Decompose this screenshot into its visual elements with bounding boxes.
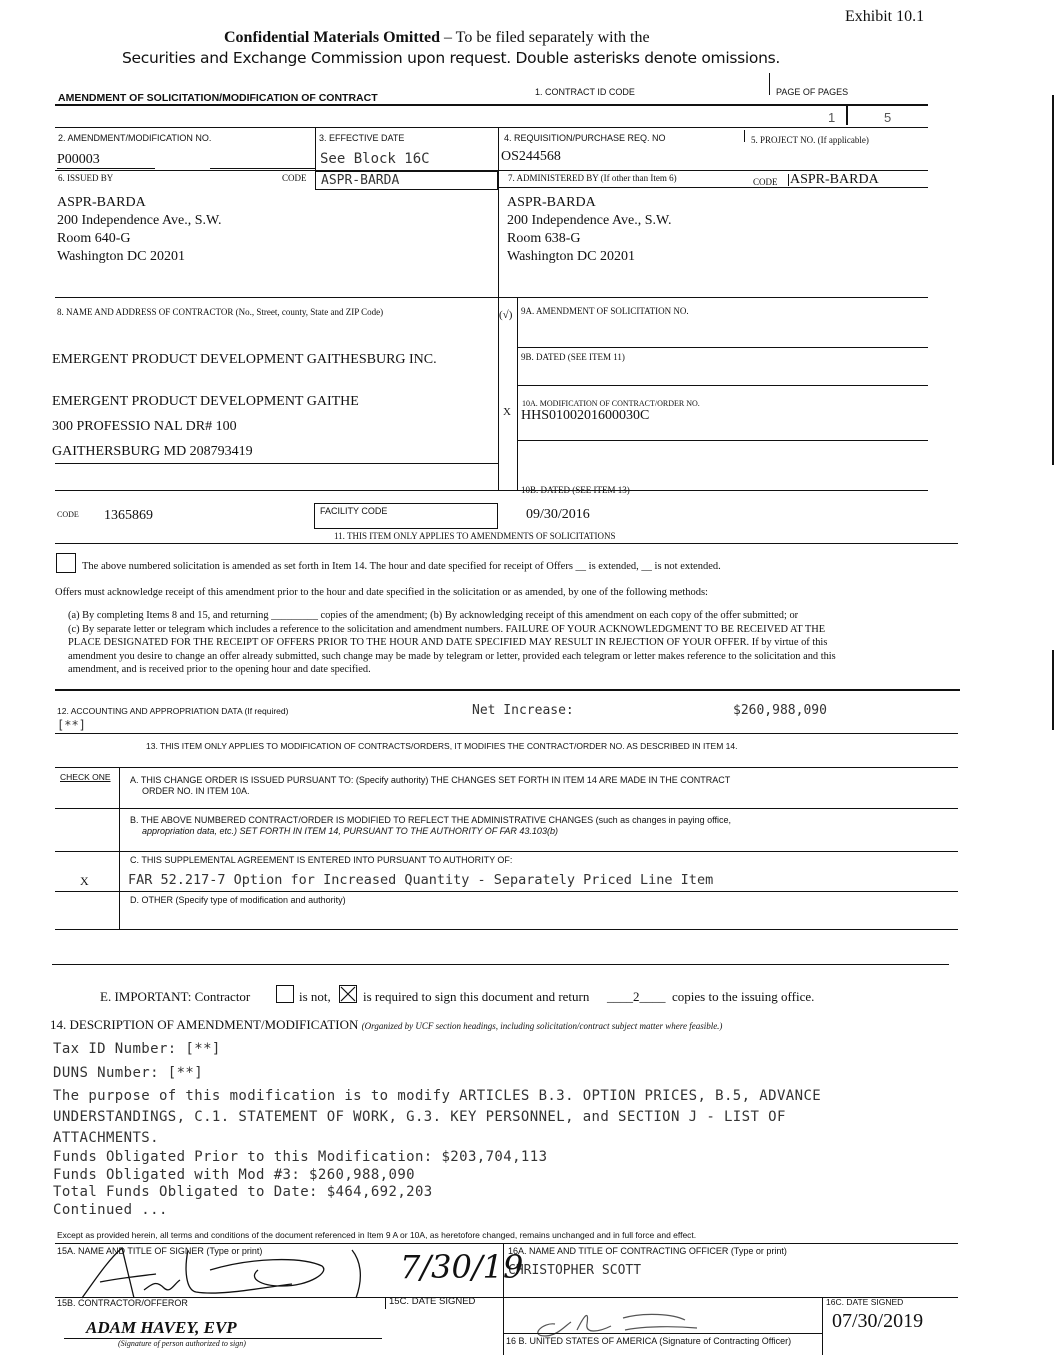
contracting-officer-name: CHRISTOPHER SCOTT — [508, 1263, 642, 1278]
item11-title: 11. THIS ITEM ONLY APPLIES TO AMENDMENTS OF SOLICITATIONS — [334, 531, 616, 541]
contractor-code-label: CODE — [57, 510, 79, 519]
item11-checkbox[interactable] — [56, 553, 76, 573]
item6-code: ASPR-BARDA — [321, 173, 400, 188]
net-increase-value: $260,988,090 — [733, 703, 827, 718]
funds-summary: Funds Obligated Prior to this Modification: $203,704,113 Funds Obligated with Mod #3: $260,988,090 Total Funds Obligated to Date: $464,692,203 Continued ... — [53, 1149, 548, 1218]
item13-title: 13. THIS ITEM ONLY APPLIES TO MODIFICATION OF CONTRACTS/ORDERS, IT MODIFIES THE CONTRACT/ORDER NO. AS DESCRIBED IN ITEM 14. — [146, 741, 738, 751]
check-one-label: CHECK ONE — [60, 772, 111, 782]
page-of-pages-label: PAGE OF PAGES — [776, 87, 849, 97]
item5-label: 5. PROJECT NO. (If applicable) — [751, 135, 869, 145]
item15c-label: 15C. DATE SIGNED — [389, 1296, 476, 1307]
item11-paragraph: (a) By completing Items 8 and 15, and returning _________ copies of the amendment; (b) By acknowledging receipt of this amendment on each copy of the offer submitted; or (c) By separate letter or telegram which includes a reference to the solicitation and amendment numbers. FAILURE OF YOUR ACKNOWLEDGMENT TO BE RECEIVED AT THE PLACE DESIGNATED FOR THE RECEIPT OF OFFERS PRIOR TO THE HOUR AND DATE SPECIFIED MAY RESULT IN REJECTION OF YOUR OFFER. If by virtue of this amendment you desire to change an offer already submitted, such change may be made by telegram or letter, provided each telegram or letter makes reference to the solicitation and this amendment, and is received prior to the opening hour and date specified. — [68, 610, 836, 676]
duns-number: DUNS Number: [**] — [53, 1065, 204, 1081]
item16c-label: 16C. DATE SIGNED — [826, 1297, 904, 1307]
copies-count: ____2____ — [607, 989, 666, 1004]
item13b-text: B. THE ABOVE NUMBERED CONTRACT/ORDER IS MODIFIED TO REFLECT THE ADMINISTRATIVE CHANGES (such as changes in paying office, appropriation data, etc.) SET FORTH IN ITEM 14, PURSUANT TO THE AUTHORITY OF FAR 43.103(b) — [130, 815, 731, 836]
signer-name: ADAM HAVEY, EVP — [86, 1318, 237, 1337]
item6-label: 6. ISSUED BY — [58, 173, 114, 183]
checked-x-icon — [340, 986, 356, 1002]
item6-code-label: CODE — [282, 173, 307, 183]
administered-by-address: ASPR-BARDA 200 Independence Ave., S.W. Room 638-G Washington DC 20201 — [507, 195, 672, 264]
dated-value: 09/30/2016 — [526, 507, 590, 522]
contract-id-label: 1. CONTRACT ID CODE — [535, 87, 635, 97]
tax-id: Tax ID Number: [**] — [53, 1041, 221, 1057]
important-label: E. IMPORTANT: Contractor — [100, 989, 251, 1004]
item7-code: ASPR-BARDA — [790, 172, 879, 187]
signer-caption: (Signature of person authorized to sign) — [118, 1339, 246, 1348]
except-clause: Except as provided herein, all terms and conditions of the document referenced in Item 9 A or 10A, as heretofore changed, remains unchanged and in full force and effect. — [57, 1230, 697, 1240]
item15a-label: 15A. NAME AND TITLE OF SIGNER (Type or print) — [57, 1246, 263, 1256]
item16a-label: 16A. NAME AND TITLE OF CONTRACTING OFFICER (Type or print) — [508, 1246, 787, 1256]
is-not-label: is not, — [299, 989, 331, 1004]
item8-label: 8. NAME AND ADDRESS OF CONTRACTOR (No., Street, county, State and ZIP Code) — [57, 307, 384, 317]
item11-line1: The above numbered solicitation is amended as set forth in Item 14. The hour and date specified for receipt of Offers __ is extended, __ is not extended. — [82, 561, 721, 572]
is-required-label: is required to sign this document and return — [363, 989, 590, 1004]
page-number: 1 — [828, 110, 836, 125]
item9b-label: 9B. DATED (SEE ITEM 11) — [521, 352, 625, 362]
contractor-city: GAITHERSBURG MD 208793419 — [52, 444, 253, 459]
item4-label: 4. REQUISITION/PURCHASE REQ. NO — [504, 133, 666, 143]
confidential-rest: – To be filed separately with the — [439, 29, 650, 46]
item2-label: 2. AMENDMENT/MODIFICATION NO. — [58, 133, 212, 143]
exhibit-label: Exhibit 10.1 — [845, 8, 925, 25]
copies-rest: copies to the issuing office. — [672, 989, 815, 1004]
total-pages: 5 — [884, 110, 892, 125]
item13c-label: C. THIS SUPPLEMENTAL AGREEMENT IS ENTERED INTO PURSUANT TO AUTHORITY OF: — [130, 855, 513, 865]
form-title: AMENDMENT OF SOLICITATION/MODIFICATION OF CONTRACT — [58, 92, 378, 104]
net-increase-label: Net Increase: — [472, 703, 574, 718]
item16b-label: 16 B. UNITED STATES OF AMERICA (Signature of Contracting Officer) — [506, 1336, 792, 1346]
check-mark-header: (√) — [499, 309, 513, 321]
item9a-label: 9A. AMENDMENT OF SOLICITATION NO. — [521, 306, 689, 316]
item13a-text: A. THIS CHANGE ORDER IS ISSUED PURSUANT TO: (Specify authority) THE CHANGES SET FORTH IN ITEM 14 ARE MADE IN THE CONTRACT ORDER NO. IN ITEM 10A. — [130, 775, 731, 796]
is-not-checkbox[interactable] — [276, 985, 294, 1003]
effective-date: See Block 16C — [320, 151, 430, 167]
facility-code-label: FACILITY CODE — [320, 506, 388, 516]
amendment-no: P00003 — [57, 152, 100, 167]
item15b-label: 15B. CONTRACTOR/OFFEROR — [57, 1298, 188, 1308]
item7-label: 7. ADMINISTERED BY (If other than Item 6) — [508, 173, 677, 183]
confidential-notice — [224, 29, 650, 47]
item13c-check: X — [80, 874, 89, 888]
is-required-checkbox[interactable] — [339, 985, 357, 1003]
item7-code-label: CODE — [753, 177, 778, 187]
contractor-street: 300 PROFESSIO NAL DR# 100 — [52, 419, 237, 434]
item12-label: 12. ACCOUNTING AND APPROPRIATION DATA (If required) — [57, 706, 289, 716]
item14-heading: 14. DESCRIPTION OF AMENDMENT/MODIFICATION (Organized by UCF section headings, including solicitation/contract subject matter where feasible.) — [50, 1017, 723, 1032]
accounting-data: [**] — [57, 718, 86, 732]
item10b-label: 10B. DATED (SEE ITEM 13) — [521, 485, 630, 495]
item11-line2: Offers must acknowledge receipt of this amendment prior to the hour and date specified in the solicitation or as amended, by one of the following methods: — [55, 587, 708, 598]
co-date-signed: 07/30/2019 — [832, 1310, 924, 1332]
requisition-no: OS244568 — [501, 149, 561, 164]
contractor-line2: EMERGENT PRODUCT DEVELOPMENT GAITHE — [52, 394, 359, 409]
item10a-label: 10A. MODIFICATION OF CONTRACT/ORDER NO. — [522, 399, 700, 408]
modification-purpose: The purpose of this modification is to modify ARTICLES B.3. OPTION PRICES, B.5, ADVANCE UNDERSTANDINGS, C.1. STATEMENT OF WORK, G.3. KEY PERSONNEL, and SECTION J - LIST OF ATTACHMENTS. — [53, 1088, 822, 1146]
item3-label: 3. EFFECTIVE DATE — [319, 133, 405, 143]
item10-check: X — [503, 406, 511, 418]
issued-by-address: ASPR-BARDA 200 Independence Ave., S.W. Room 640-G Washington DC 20201 — [57, 195, 222, 264]
sec-notice: Securities and Exchange Commission upon request. Double asterisks denote omissions. — [122, 49, 780, 67]
item13c-authority: FAR 52.217-7 Option for Increased Quantity - Separately Priced Line Item — [128, 872, 714, 888]
handwritten-date: 7/30/19 — [400, 1248, 524, 1286]
confidential-bold: Confidential Materials Omitted — [224, 29, 440, 46]
contract-order-no: HHS0100201600030C — [521, 408, 650, 423]
contractor-name: EMERGENT PRODUCT DEVELOPMENT GAITHESBURG INC. — [52, 352, 437, 367]
item13d-label: D. OTHER (Specify type of modification and authority) — [130, 895, 346, 905]
contractor-code: 1365869 — [104, 508, 153, 523]
